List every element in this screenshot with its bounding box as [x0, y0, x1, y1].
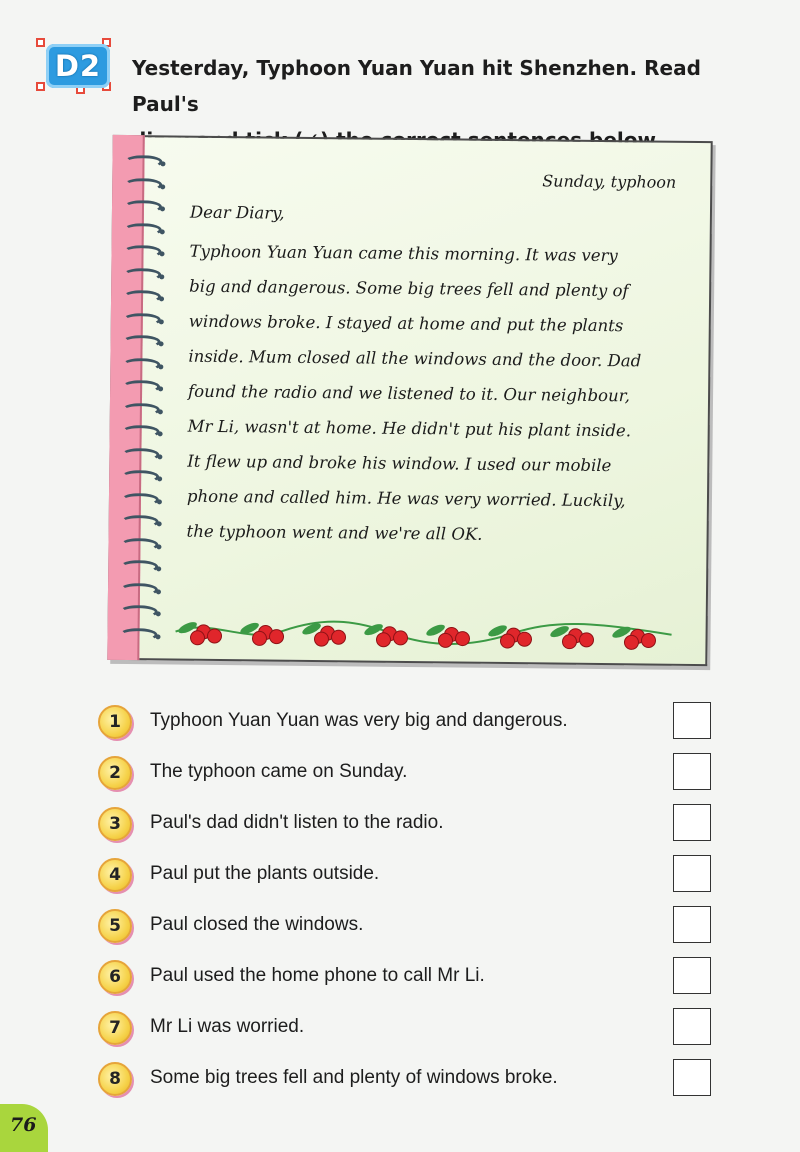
question-item — [96, 804, 716, 844]
spiral-ring — [124, 222, 162, 235]
diary-line: Typhoon Yuan Yuan came this morning. It was very — [189, 241, 618, 266]
question-number: 2 — [98, 756, 132, 790]
garland-cherry — [624, 635, 638, 649]
spiral-ring — [123, 312, 161, 325]
diary-greeting: Dear Diary, — [189, 202, 285, 223]
question-text: Paul closed the windows. — [150, 914, 364, 935]
diary-line: big and dangerous. Some big trees fell and plenty of — [189, 276, 629, 301]
spiral-ring — [121, 470, 159, 483]
garland-cherry — [393, 631, 407, 645]
question-number: 1 — [98, 705, 132, 739]
spiral-ring — [119, 627, 157, 640]
garland-cherry — [438, 633, 452, 647]
spiral-ring — [122, 380, 160, 393]
question-item — [96, 1059, 716, 1099]
spiral-ring — [122, 425, 160, 438]
diary-date: Sunday, typhoon — [542, 171, 677, 192]
spiral-ring — [120, 560, 158, 573]
spiral-binding — [119, 155, 174, 655]
spiral-ring — [120, 605, 158, 618]
spiral-ring — [120, 537, 158, 550]
garland-cherry — [190, 631, 204, 645]
spiral-ring — [122, 357, 160, 370]
cherry-garland — [173, 610, 673, 655]
diary-line: found the radio and we listened to it. Our neighbour, — [187, 381, 631, 406]
garland-cherry — [579, 633, 593, 647]
question-item — [96, 753, 716, 793]
question-number: 8 — [98, 1062, 132, 1096]
spiral-ring — [123, 335, 161, 348]
question-item — [96, 906, 716, 946]
garland-cherry — [376, 633, 390, 647]
spiral-ring — [124, 155, 162, 168]
diary-line: phone and called him. He was very worried. Luckily, — [186, 486, 626, 511]
question-item — [96, 957, 716, 997]
spiral-ring — [123, 267, 161, 280]
tick-box[interactable] — [673, 702, 711, 739]
question-text: Mr Li was worried. — [150, 1016, 305, 1037]
question-text: Typhoon Yuan Yuan was very big and dangerous. — [150, 710, 568, 731]
tick-box[interactable] — [673, 906, 711, 943]
garland-cherry — [331, 630, 345, 644]
question-number: 5 — [98, 909, 132, 943]
spiral-ring — [123, 245, 161, 258]
spiral-ring — [120, 582, 158, 595]
question-number: 3 — [98, 807, 132, 841]
question-number: 4 — [98, 858, 132, 892]
spiral-ring — [122, 402, 160, 415]
question-item — [96, 855, 716, 895]
diary-page — [107, 135, 712, 666]
exercise-badge — [36, 38, 112, 96]
instruction-line: Yesterday, Typhoon Yuan Yuan hit Shenzhen. Read Paul's — [132, 56, 701, 116]
question-text: Some big trees fell and plenty of windows broke. — [150, 1067, 558, 1088]
question-text: Paul's dad didn't listen to the radio. — [150, 812, 444, 833]
garland-cherry — [252, 631, 266, 645]
badge-decor — [36, 82, 45, 91]
spiral-ring — [121, 447, 159, 460]
spiral-ring — [123, 290, 161, 303]
page-number: 76 — [10, 1114, 37, 1136]
tick-box[interactable] — [673, 855, 711, 892]
tick-box[interactable] — [673, 1008, 711, 1045]
garland-cherry — [207, 629, 221, 643]
spiral-ring — [124, 200, 162, 213]
tick-box[interactable] — [673, 1059, 711, 1096]
garland-cherry — [641, 633, 655, 647]
garland-cherry — [455, 631, 469, 645]
diary-text — [186, 168, 690, 554]
question-number: 7 — [98, 1011, 132, 1045]
tick-box[interactable] — [673, 753, 711, 790]
diary-line: windows broke. I stayed at home and put the plants — [188, 311, 624, 336]
spiral-ring — [121, 515, 159, 528]
garland-cherry — [500, 634, 514, 648]
diary-line: inside. Mum closed all the windows and the door. Dad — [188, 346, 642, 371]
diary-line: It flew up and broke his window. I used our mobile — [187, 451, 612, 476]
garland-cherry — [562, 635, 576, 649]
diary-line: the typhoon went and we're all OK. — [186, 521, 483, 544]
exercise-label: D2 — [54, 49, 102, 83]
question-item — [96, 1008, 716, 1048]
diary-line: Mr Li, wasn't at home. He didn't put his plant inside. — [187, 416, 632, 441]
tick-box[interactable] — [673, 804, 711, 841]
badge-decor — [36, 38, 45, 47]
question-text: Paul used the home phone to call Mr Li. — [150, 965, 485, 986]
spiral-ring — [121, 492, 159, 505]
question-item — [96, 702, 716, 742]
tick-box[interactable] — [673, 957, 711, 994]
garland-cherry — [517, 632, 531, 646]
garland-cherry — [269, 630, 283, 644]
question-text: The typhoon came on Sunday. — [150, 761, 408, 782]
question-number: 6 — [98, 960, 132, 994]
garland-cherry — [314, 632, 328, 646]
spiral-ring — [124, 177, 162, 190]
garland-vine — [175, 620, 671, 647]
question-text: Paul put the plants outside. — [150, 863, 380, 884]
